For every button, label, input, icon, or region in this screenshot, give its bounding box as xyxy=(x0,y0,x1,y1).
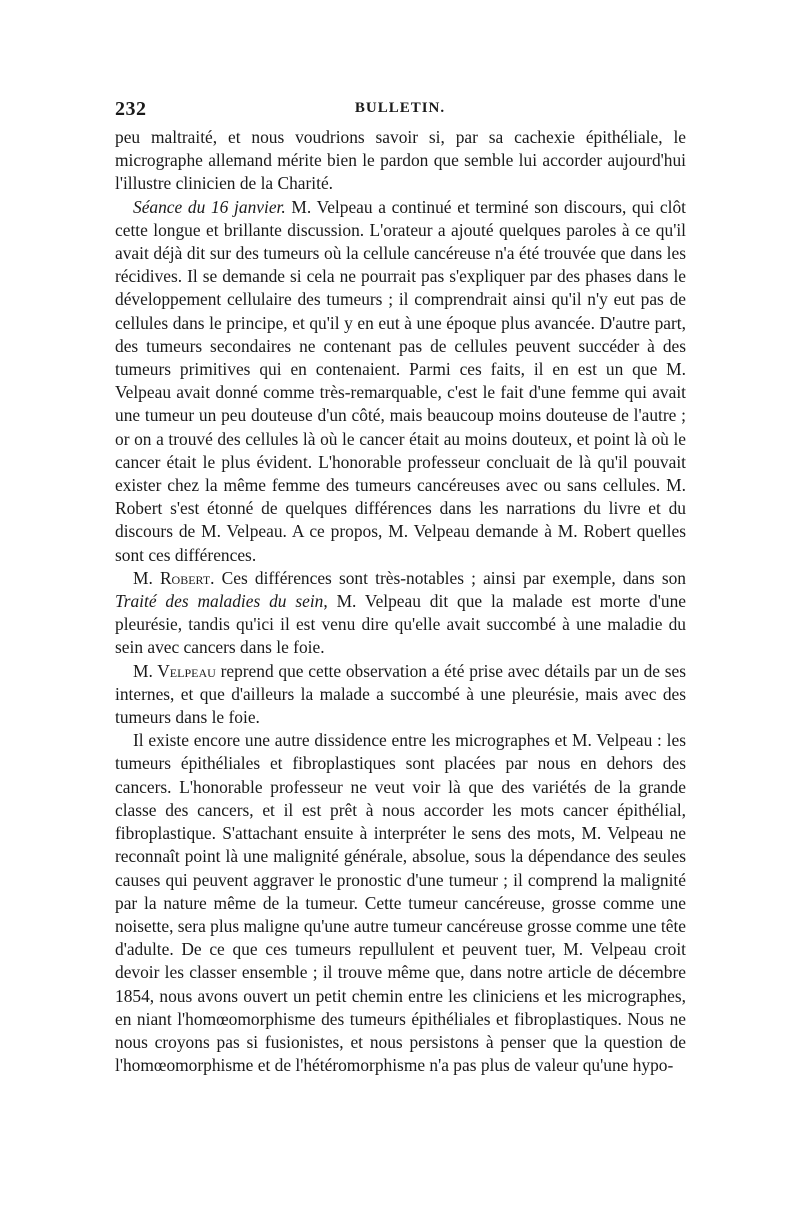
paragraph-4 xyxy=(115,660,686,730)
paragraph-3 xyxy=(115,567,686,660)
paragraph-1: peu maltraité, et nous voudrions savoir si, par sa cachexie épithéliale, le micrographe allemand mérite bien le pardon que semble lui accorder aujourd'hui l'illustre clinicien de la Charité. xyxy=(115,127,686,194)
page-header xyxy=(115,98,685,122)
book-title: Traité des maladies du sein xyxy=(115,591,324,612)
body-text xyxy=(115,126,686,1077)
speaker-velpeau: M. Velpeau xyxy=(133,660,216,681)
paragraph-2 xyxy=(115,196,686,567)
paragraph-3-text-b: , M. Velpeau dit que la malade est morte d'une pleurésie, tandis qu'ici il est venu dire qu'elle avait succombé à une maladie du sein avec cancers dans le foie. xyxy=(115,591,686,658)
running-title: BULLETIN. xyxy=(354,100,446,116)
speaker-robert: M. Robert. xyxy=(133,567,215,588)
session-label: Séance du 16 janvier. xyxy=(133,196,286,217)
paragraph-4-text: reprend que cette observation a été prise avec détails par un de ses internes, et que d'ailleurs la malade a succombé à une pleurésie, mais avec des tumeurs dans le foie. xyxy=(115,660,686,728)
paragraph-2-text: M. Velpeau a continué et terminé son discours, qui clôt cette longue et brillante discussion. L'orateur a ajouté quelques paroles à ce qu'il avait déjà dit sur des tumeurs où la cellule cancéreuse n'a été trouvée que dans les récidives. Il se demande si cela ne pourrait pas s'expliquer par des phases dans le développement cellulaire des tumeurs ; il comprendrait ainsi qu'il n'y eut pas de cellules dans le principe, et qu'il y en eut à une époque plus avancée. D'autre part, des tumeurs secondaires ne contenant pas de cellules peuvent succéder à des tumeurs primitives qui en contenaient. Parmi ces faits, il en est un que M. Velpeau avait donné comme très-remarquable, c'est le fait d'une femme qui avait une tumeur un peu douteuse d'un côté, mais beaucoup moins douteuse de l'autre ; or on a trouvé des cellules là où le cancer était au moins douteux, et point là où le cancer était le plus évident. L'honorable professeur concluait de là qu'il pouvait exister chez la même femme des tumeurs cancéreuses avec ou sans cellules. M. Robert s'est étonné de quelques différences dans les narrations du livre et du discours de M. Velpeau. A ce propos, M. Velpeau demande à M. Robert quelles sont ces différences. xyxy=(115,196,686,565)
page-number: 232 xyxy=(115,98,147,120)
paragraph-5: Il existe encore une autre dissidence entre les micrographes et M. Velpeau : les tumeurs épithéliales et fibroplastiques sont placées par nous en dehors des cancers. L'honorable professeur ne veut voir là que des variétés de la grande classe des cancers, et il est prêt à nous accorder les mots cancer épithélial, fibroplastique. S'attachant ensuite à interpréter le sens des mots, M. Velpeau ne reconnaît point là une malignité générale, absolue, sous la dépendance des seules causes qui peuvent aggraver le pronostic d'une tumeur ; il comprend la malignité par la nature même de la tumeur. Cette tumeur cancéreuse, grosse comme une noisette, sera plus maligne qu'une autre tumeur cancéreuse grosse comme une tête d'adulte. De ce que ces tumeurs repullulent et peuvent tuer, M. Velpeau croit devoir les classer ensemble ; il trouve même que, dans notre article de décembre 1854, nous avons ouvert un petit chemin entre les cliniciens et les micrographes, en niant l'homœomorphisme des tumeurs épithéliales et fibroplastiques. Nous ne nous croyons pas si fusionistes, et nous persistons à penser que la question de l'homœomorphisme et de l'hétéromorphisme n'a pas plus de valeur qu'une hypo- xyxy=(115,730,687,1076)
paragraph-3-text-a: Ces différences sont très-notables ; ainsi par exemple, dans son xyxy=(221,567,686,588)
